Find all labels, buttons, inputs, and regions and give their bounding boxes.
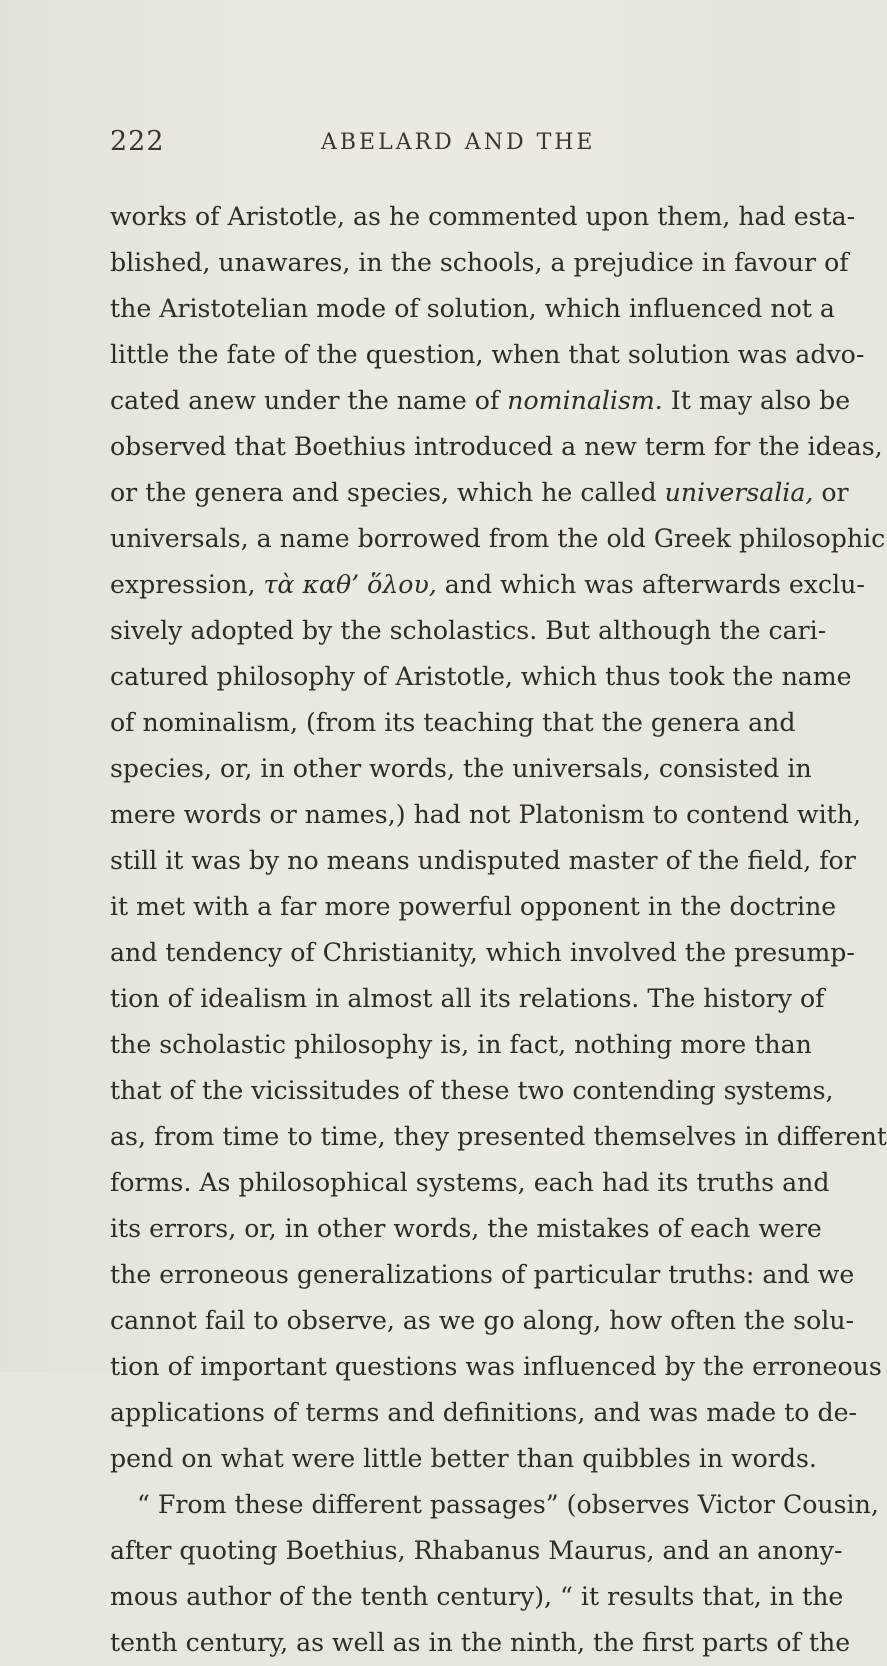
greek-phrase: τὰ καθ’ ὅλου, <box>263 570 437 599</box>
text-line: the scholastic philosophy is, in fact, nothing more than <box>110 1030 812 1059</box>
text-line: catured philosophy of Aristotle, which thus took the name <box>110 662 852 691</box>
page-header <box>110 126 750 166</box>
text-line: tenth century, as well as in the ninth, the first parts of the <box>110 1628 851 1657</box>
text-line: expression, τὰ καθ’ ὅλου, and which was afterwards exclu- <box>110 570 865 599</box>
text-line: forms. As philosophical systems, each had its truths and <box>110 1168 830 1197</box>
text-line: observed that Boethius introduced a new term for the ideas, <box>110 432 883 461</box>
text-line: cannot fail to observe, as we go along, how often the solu- <box>110 1306 855 1335</box>
text-line: that of the vicissitudes of these two contending systems, <box>110 1076 834 1105</box>
text-line: still it was by no means undisputed master of the field, for <box>110 846 856 875</box>
text-line: after quoting Boethius, Rhabanus Maurus, and an anony- <box>110 1536 843 1565</box>
text-line: or the genera and species, which he called universalia, or <box>110 478 849 507</box>
text-line: mous author of the tenth century), “ it results that, in the <box>110 1582 844 1611</box>
text-line: universals, a name borrowed from the old Greek philosophic <box>110 524 886 553</box>
text-line: tion of important questions was influenced by the erroneous <box>110 1352 882 1381</box>
text-line: sively adopted by the scholastics. But although the cari- <box>110 616 827 645</box>
text-line: cated anew under the name of nominalism. It may also be <box>110 386 851 415</box>
text-line: its errors, or, in other words, the mistakes of each were <box>110 1214 822 1243</box>
text-line-paragraph-start: “ From these different passages” (observes Victor Cousin, <box>137 1490 879 1519</box>
text-line: as, from time to time, they presented themselves in different <box>110 1122 887 1151</box>
text-line: applications of terms and definitions, and was made to de- <box>110 1398 857 1427</box>
text-line: species, or, in other words, the universals, consisted in <box>110 754 812 783</box>
text-line: the erroneous generalizations of particular truths: and we <box>110 1260 855 1289</box>
italic-term: universalia, <box>664 478 814 507</box>
text-line: the Aristotelian mode of solution, which influenced not a <box>110 294 835 323</box>
page-number: 222 <box>110 126 165 157</box>
text-line: it met with a far more powerful opponent in the doctrine <box>110 892 837 921</box>
body-text <box>110 194 887 1666</box>
text-line: and tendency of Christianity, which involved the presump- <box>110 938 855 967</box>
italic-term: nominalism. <box>507 386 663 415</box>
running-head: ABELARD AND THE <box>321 130 596 155</box>
text-line: mere words or names,) had not Platonism to contend with, <box>110 800 861 829</box>
text-line-paragraph-end: pend on what were little better than quibbles in words. <box>110 1444 817 1473</box>
text-line: of nominalism, (from its teaching that the genera and <box>110 708 796 737</box>
text-line: tion of idealism in almost all its relations. The history of <box>110 984 825 1013</box>
text-line: blished, unawares, in the schools, a prejudice in favour of <box>110 248 849 277</box>
text-line: little the fate of the question, when that solution was advo- <box>110 340 865 369</box>
text-line: works of Aristotle, as he commented upon them, had esta- <box>110 202 856 231</box>
